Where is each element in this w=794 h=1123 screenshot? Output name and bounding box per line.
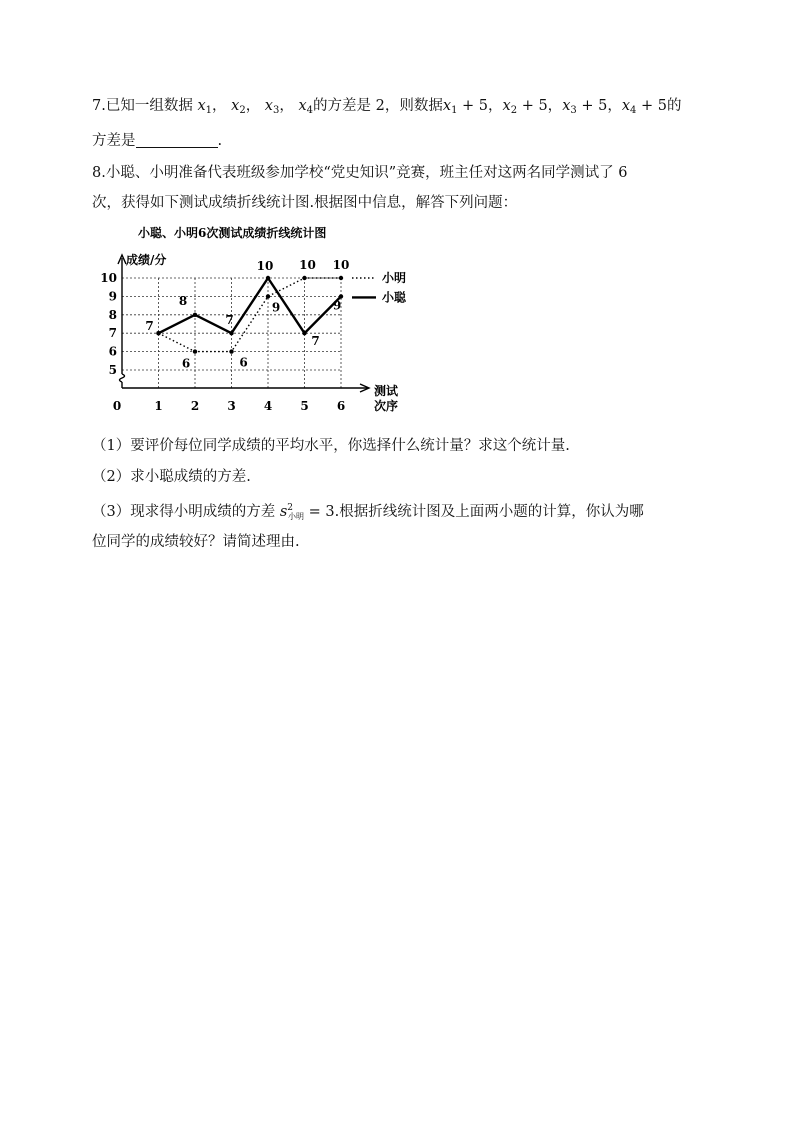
- xiaoming-point: [266, 294, 270, 298]
- q7-expr-3-tail: + 5，: [576, 98, 622, 114]
- q8-variance-symbol: $s^2_{小明}$: [279, 503, 305, 521]
- xiaoming-value-label: 10: [332, 258, 350, 272]
- xiaocong-point: [156, 331, 160, 335]
- q7-expr-4-tail: + 5: [636, 98, 667, 114]
- xiaocong-value-label: 7: [225, 313, 234, 328]
- y-tick-label: 8: [108, 307, 117, 322]
- y-tick-label: 10: [100, 271, 117, 285]
- question-8-part-2: （2）求小聪成绩的方差.: [92, 469, 251, 485]
- q7-text-2: 的方差是 2，则数据: [313, 98, 443, 114]
- xiaoming-point: [229, 349, 233, 353]
- y-axis-break: [120, 374, 125, 382]
- q7-expr-3: $x_3$: [562, 98, 577, 116]
- question-7-line-1: 7.已知一组数据 $x_1$， $x_2$， $x_3$， $x_4$的方差是 2，则数据$x_1 + 5$，$x_2 + 5$，$x_3 + 5$，$x_4 + 5$的: [92, 98, 682, 116]
- x-tick-label: 1: [154, 399, 163, 413]
- q7-text-3: 的: [667, 98, 682, 114]
- q7-end: .: [217, 133, 223, 149]
- xiaocong-point: [266, 276, 270, 280]
- q7-answer-prompt: 方差是: [92, 133, 136, 149]
- q7-expr-1: $x_1$: [442, 98, 458, 116]
- question-8-part-1: （1）要评价每位同学成绩的平均水平，你选择什么统计量？求这个统计量.: [92, 438, 570, 454]
- x-axis-label-line-1: 测试: [374, 384, 399, 398]
- xiaocong-value-label: 8: [178, 293, 188, 308]
- chart-labels: [145, 258, 349, 371]
- question-7-line-2: [92, 131, 712, 151]
- x-tick-label: 2: [190, 399, 200, 413]
- chart-title: 小聪、小明6次测试成绩折线统计图: [138, 226, 327, 240]
- q7-expr-2: $x_2$: [502, 98, 518, 116]
- x-axis-label-line-2: 次序: [374, 399, 399, 413]
- q7-text-1: 7.已知一组数据: [92, 98, 193, 114]
- xiaoming-point: [339, 276, 343, 280]
- xiaocong-value-label: 10: [256, 259, 274, 273]
- x-tick-label: 5: [300, 399, 309, 413]
- y-tick-label: 7: [108, 326, 117, 341]
- xiaoming-value-label: 9: [271, 300, 281, 315]
- xiaocong-value-label: 7: [311, 334, 320, 349]
- q7-answer-blank[interactable]: [136, 132, 218, 148]
- y-tick-label: 6: [108, 344, 117, 359]
- q7-var-x1: $x_1$: [197, 98, 213, 116]
- origin-label: 0: [112, 399, 122, 413]
- q8-p3-text-1: （3）现求得小明成绩的方差: [92, 504, 276, 520]
- chart-legend: [352, 271, 407, 304]
- x-tick-label: 6: [336, 399, 346, 413]
- xiaocong-point: [193, 313, 197, 317]
- xiaocong-value-label: 9: [332, 298, 342, 313]
- xiaoming-value-label: 6: [181, 356, 191, 371]
- xiaoming-point: [302, 276, 306, 280]
- question-8-line-2: 次，获得如下测试成绩折线统计图.根据图中信息，解答下列问题：: [92, 195, 518, 211]
- xiaocong-point: [302, 331, 306, 335]
- xiaoming-value-label: 6: [239, 355, 248, 370]
- y-tick-label: 9: [108, 289, 117, 304]
- xiaoming-value-label: 10: [299, 258, 316, 272]
- xiaocong-value-label: 7: [145, 319, 154, 334]
- q7-var-x3: $x_3$: [264, 98, 280, 116]
- legend-xiaoming-label: 小明: [382, 271, 407, 285]
- x-tick-label: 3: [227, 399, 236, 413]
- question-8-line-1: 8.小聪、小明准备代表班级参加学校“党史知识”竞赛，班主任对这两名同学测试了 6: [92, 165, 628, 181]
- q8-p3-text-2: = 3.根据折线统计图及上面两小题的计算，你认为哪: [308, 504, 644, 520]
- q7-expr-2-tail: + 5，: [517, 98, 563, 114]
- question-8-part-3: [92, 498, 712, 527]
- xiaocong-point: [229, 331, 233, 335]
- legend-xiaocong-label: 小聪: [382, 290, 407, 305]
- question-8-part-3-line-2: 位同学的成绩较好？请简述理由.: [92, 534, 300, 550]
- q7-expr-1-tail: + 5，: [457, 98, 503, 114]
- q7-var-x2: $x_2$: [231, 98, 246, 116]
- y-tick-label: 5: [108, 363, 117, 377]
- q7-expr-4: $x_4$: [621, 98, 637, 116]
- q7-var-x4: $x_4$: [298, 98, 314, 116]
- line-chart: [96, 222, 426, 422]
- x-tick-label: 4: [263, 399, 273, 413]
- y-axis-label: 成绩/分: [126, 253, 167, 267]
- xiaoming-point: [193, 349, 197, 353]
